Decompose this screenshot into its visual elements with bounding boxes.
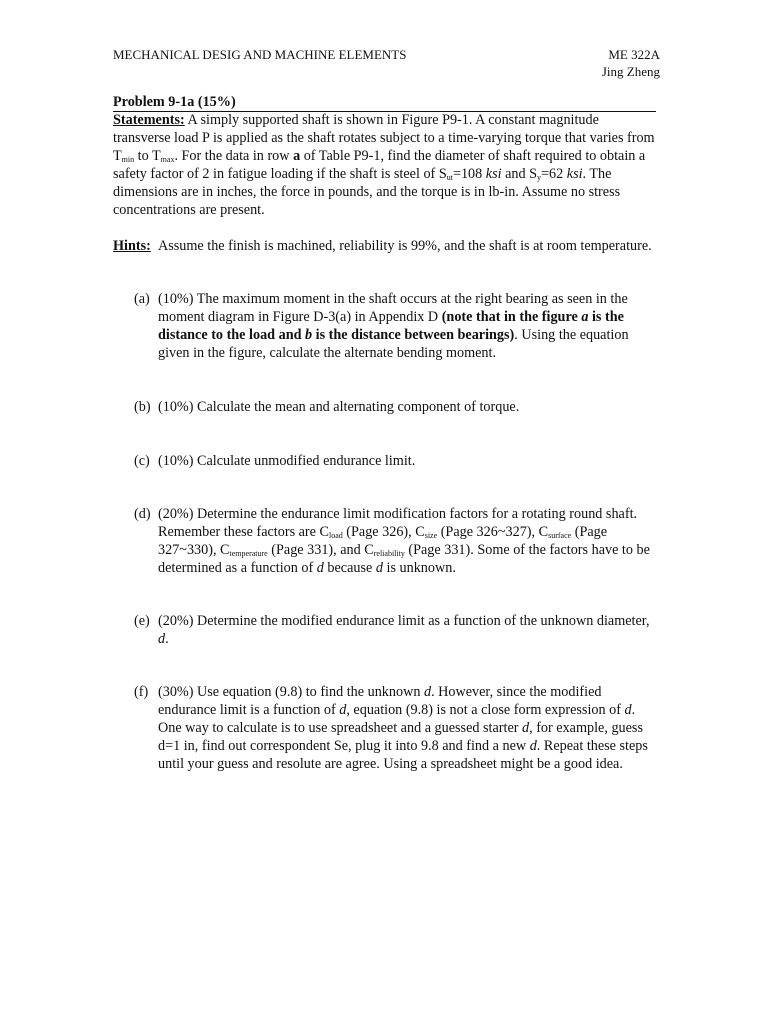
question-marker: (b) (134, 399, 151, 415)
var-d: d (522, 720, 530, 736)
hints-label: Hints: (113, 238, 151, 254)
question-text-part: (20%) Determine the modified endurance limit as a function of the unknown diameter, (158, 613, 650, 629)
question-text-part: . (165, 631, 169, 647)
question-text-part: (Page 331). Some of the factors have to be determined as a function of (158, 542, 650, 576)
statements-text: =62 (541, 166, 567, 182)
bold-note-part: (note that in the figure (441, 309, 582, 325)
course-code: ME 322A (608, 47, 660, 62)
bold-note-part: is the distance to the load and (158, 309, 624, 343)
question-b (134, 398, 656, 416)
subscript-load: load (328, 531, 343, 540)
question-text-part: , equation (9.8) is not a close form expression of (346, 702, 625, 718)
statements-text: to T (134, 148, 161, 164)
unit-ksi: ksi (485, 166, 502, 182)
subscript-max: max (160, 155, 175, 164)
question-text-part: (30%) Use equation (9.8) to find the unknown (158, 684, 424, 700)
hints-text: Assume the finish is machined, reliability is 99%, and the shaft is at room temperature. (158, 238, 652, 254)
unit-ksi: ksi (566, 166, 583, 182)
var-d: d (624, 702, 632, 718)
question-e (134, 612, 656, 648)
statements-text: and S (501, 166, 538, 182)
statements-text: A simply supported shaft is shown in Figure P9-1. A constant magnitude transverse load P is applied as the shaft rotates subject to a time-varying torque that varies from T (113, 112, 655, 164)
question-text-part: (20%) Determine the endurance limit modification factors for a rotating round shaft. Remember these factors are C (158, 506, 638, 540)
question-text-part: is unknown. (382, 560, 456, 576)
question-text: (10%) Calculate unmodified endurance limit. (158, 453, 416, 469)
question-f (134, 683, 656, 773)
statements-text: of Table P9-1, find the diameter of shaft required to obtain a safety factor of 2 in fatigue loading if the shaft is steel of S (113, 148, 646, 182)
statements-paragraph (113, 111, 658, 219)
question-marker: (f) (134, 684, 149, 700)
subscript-temperature: temperature (229, 549, 268, 558)
question-text (158, 683, 656, 773)
question-text (158, 290, 656, 362)
question-marker: (c) (134, 453, 150, 469)
statements-text: . The dimensions are in inches, the force in pounds, and the torque is in lb-in. Assume no stress concentrations are present. (113, 166, 621, 218)
question-text-part: . One way to calculate is to use spreadsheet and a guessed starter (158, 702, 636, 736)
question-text-part: (10%) The maximum moment in the shaft occurs at the right bearing as seen in the moment diagram in Figure D-3(a) in Appendix D (158, 291, 628, 325)
bold-note-part: is the distance between bearings) (312, 327, 515, 343)
statements-text: =108 (452, 166, 486, 182)
question-text-part: . Using the equation given in the figure, calculate the alternate bending moment. (158, 327, 629, 361)
subscript-y: y (537, 173, 542, 182)
question-text-part: . Repeat these steps until your guess and resolute are agree. Using a spreadsheet might be a good idea. (158, 738, 648, 772)
question-text-part: . However, since the modified endurance limit is a function of (158, 684, 602, 718)
var-d: d (316, 560, 324, 576)
var-a: a (581, 309, 589, 325)
var-b: b (305, 327, 313, 343)
var-d: d (375, 560, 383, 576)
subscript-min: min (121, 155, 135, 164)
subscript-ut: ut (446, 173, 453, 182)
var-d: d (529, 738, 537, 754)
subscript-surface: surface (548, 531, 572, 540)
question-d (134, 505, 656, 577)
subscript-size: size (424, 531, 438, 540)
question-marker: (a) (134, 291, 150, 307)
var-d: d (423, 684, 432, 700)
question-marker: (d) (134, 506, 151, 522)
var-d: d (158, 631, 166, 647)
question-text-part: , for example, guess d=1 in, find out correspondent Se, plug it into 9.8 and find a new (158, 720, 643, 754)
statements-text: . For the data in row (174, 148, 294, 164)
course-info (602, 46, 660, 80)
row-letter: a (293, 148, 301, 164)
question-a (134, 290, 656, 362)
question-marker: (e) (134, 613, 150, 629)
subscript-reliability: reliability (373, 549, 405, 558)
question-text: (10%) Calculate the mean and alternating component of torque. (158, 399, 520, 415)
question-text (158, 505, 656, 577)
question-c (134, 452, 656, 470)
question-text-part: (Page 331), and C (267, 542, 374, 558)
question-text-part: (Page 326~327), C (437, 524, 549, 540)
hints-paragraph (113, 237, 658, 255)
var-d: d (339, 702, 347, 718)
question-text-part: because (323, 560, 376, 576)
question-text (158, 612, 656, 648)
course-title: MECHANICAL DESIG AND MACHINE ELEMENTS (113, 47, 407, 62)
author-name: Jing Zheng (601, 64, 660, 79)
question-text-part: (Page 327~330), C (158, 524, 608, 558)
problem-title: Problem 9-1a (15%) (113, 94, 656, 112)
statements-label: Statements: (113, 112, 185, 128)
question-text-part: (Page 326), C (342, 524, 425, 540)
